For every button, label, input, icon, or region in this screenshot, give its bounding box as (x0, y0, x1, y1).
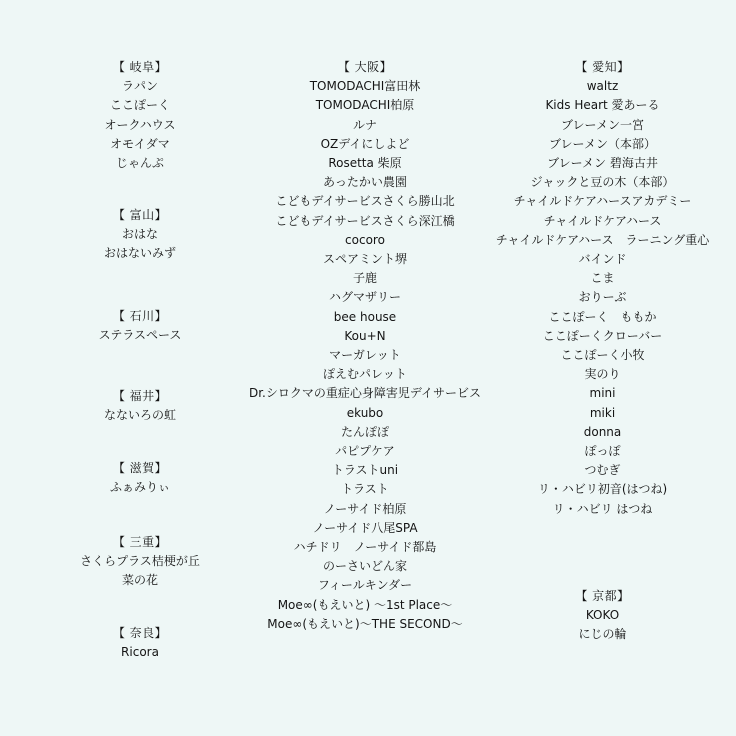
facility-name: つむぎ (584, 463, 621, 478)
facility-name: あったかい農園 (323, 175, 407, 190)
right-column (470, 0, 735, 736)
region-heading: 【 愛知】 (575, 60, 630, 74)
facility-name: ekubo (346, 405, 384, 420)
facility-list (60, 406, 220, 425)
facility-name: miki (589, 405, 616, 420)
facility-list (60, 77, 220, 173)
facility-name: ラパン (121, 79, 158, 94)
facility-name: OZデイにしよど (320, 136, 410, 151)
region-heading: 【 富山】 (112, 208, 168, 222)
facility-name: オークハウス (104, 117, 176, 132)
facility-name: cocoro (345, 232, 385, 247)
facility-name: ステラスペース (98, 328, 182, 343)
facility-list (60, 326, 220, 345)
region-aichi (470, 58, 735, 519)
facility-name: ノーサイド柏原 (323, 501, 407, 516)
facility-name: ここぽーく小牧 (560, 348, 645, 363)
facility-name: リ・ハビリ初音(はつね) (537, 482, 668, 497)
facility-list (470, 606, 735, 644)
left-column (60, 0, 220, 736)
region-mie (60, 533, 220, 591)
facility-name: たんぽぽ (340, 424, 389, 439)
facility-list (470, 77, 735, 519)
facility-name: ブレーメン一宮 (561, 117, 644, 132)
region-nara (60, 624, 220, 662)
facility-name: donna (583, 424, 622, 439)
facility-name: ぽっぽ (584, 444, 621, 459)
facility-name: Moe∞(もえいと)〜THE SECOND〜 (267, 616, 463, 631)
facility-name: TOMODACHI富田林 (309, 79, 421, 94)
region-heading: 【 大阪】 (337, 60, 393, 74)
facility-name: おりーぶ (578, 290, 627, 305)
facility-name: にじの輪 (578, 627, 627, 642)
region-heading: 【 三重】 (112, 535, 168, 549)
facility-name: ここぽーく (109, 98, 170, 113)
facility-name: ここぽーく ももか (548, 309, 657, 324)
facility-name: おはな (121, 227, 158, 242)
facility-name: じゃんぷ (115, 156, 164, 171)
facility-name: チャイルドケアハース (543, 213, 662, 228)
facility-name: さくらプラス桔梗が丘 (80, 554, 200, 569)
facility-name: 子鹿 (352, 271, 377, 286)
facility-name: ハチドリ ノーサイド都島 (293, 540, 437, 555)
facility-name: パピプケア (335, 444, 395, 459)
facility-name: ジャックと豆の木（本部） (530, 175, 675, 190)
region-gifu (60, 58, 220, 173)
region-toyama (60, 206, 220, 264)
facility-name: チャイルドケアハースアカデミー (513, 194, 692, 209)
facility-name: のーさいどん家 (322, 559, 407, 574)
facility-name: トラストuni (331, 463, 399, 478)
facility-name: ふぁみりぃ (109, 480, 170, 495)
facility-name: TOMODACHI柏原 (315, 98, 415, 113)
region-heading: 【 岐阜】 (112, 60, 168, 74)
facility-list (60, 478, 220, 497)
facility-name: ルナ (352, 117, 377, 132)
facility-name: Dr.シロクマの重症心身障害児デイサービス (248, 386, 482, 401)
region-shiga (60, 459, 220, 497)
facility-name: ハグマザリー (328, 290, 401, 305)
region-heading: 【 福井】 (112, 389, 168, 403)
facility-name: こどもデイサービスさくら深江橋 (275, 213, 455, 228)
facility-name: ブレーメン 碧海古井 (547, 156, 658, 171)
facility-name: ノーサイド八尾SPA (312, 520, 418, 535)
facility-name: こま (590, 271, 615, 286)
facility-name: おはないみず (103, 246, 176, 261)
facility-name: なないろの虹 (103, 408, 176, 423)
region-fukui (60, 387, 220, 425)
facility-name: マーガレット (329, 348, 401, 363)
facility-name: ブレーメン（本部） (549, 136, 656, 151)
region-heading: 【 石川】 (112, 309, 168, 323)
region-heading: 【 奈良】 (112, 626, 168, 640)
facility-name: KOKO (585, 608, 620, 623)
facility-name: Rosetta 柴原 (328, 156, 402, 171)
facility-name: Kou+N (344, 328, 386, 343)
facility-name: トラスト (341, 482, 389, 497)
facility-name: Ricora (121, 645, 159, 660)
facility-name: 菜の花 (121, 573, 158, 588)
facility-name: Kids Heart 愛あーる (545, 98, 660, 113)
facility-name: 実のり (584, 367, 621, 382)
region-ishikawa (60, 307, 220, 345)
facility-name: こどもデイサービスさくら勝山北 (275, 194, 455, 209)
facility-name: チャイルドケアハース ラーニング重心 (495, 232, 710, 247)
region-heading: 【 京都】 (575, 589, 630, 603)
facility-name: ここぽーくクローバー (542, 328, 663, 343)
region-heading: 【 滋賀】 (112, 461, 168, 475)
facility-name: Moe∞(もえいと) 〜1st Place〜 (277, 597, 453, 612)
region-kyoto (470, 587, 735, 645)
facility-name: フィールキンダー (317, 578, 413, 593)
facility-list (60, 552, 220, 590)
facility-name: waltz (586, 79, 619, 94)
facility-list (60, 643, 220, 662)
facility-name: bee house (333, 309, 397, 324)
facility-name: ぽえむパレット (323, 367, 407, 382)
facility-name: リ・ハビリ はつね (552, 501, 653, 516)
facility-name: オモイダマ (110, 136, 170, 151)
facility-list (60, 225, 220, 263)
facility-name: バインド (578, 252, 627, 267)
facility-name: スペアミント堺 (322, 252, 407, 267)
facility-name: mini (589, 386, 616, 401)
